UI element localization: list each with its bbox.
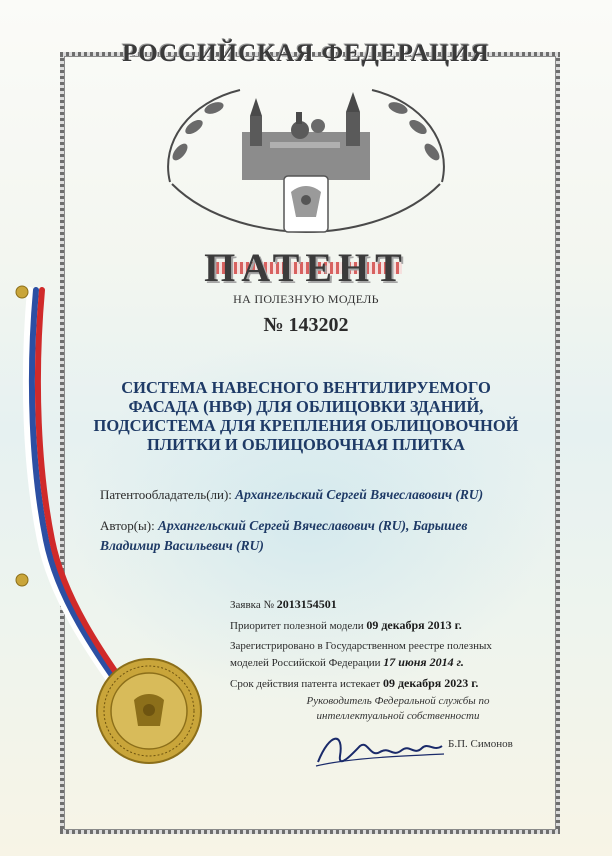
patent-holder	[100, 485, 520, 505]
country-title: РОССИЙСКАЯ ФЕДЕРАЦИЯ	[122, 40, 490, 67]
registered-line	[230, 638, 530, 671]
patent-title: ПАТЕНТ	[204, 245, 408, 290]
priority-label: Приоритет полезной модели	[230, 620, 364, 632]
patent-number: № 143202	[263, 314, 349, 336]
registered-date: 17 июня 2014 г.	[383, 655, 464, 669]
signatory-title: Руководитель Федеральной службы по интеллектуальной собственности	[306, 695, 490, 722]
patent-authors	[100, 516, 520, 556]
holder-label: Патентообладатель(ли):	[100, 487, 232, 502]
authors-value: Архангельский Сергей Вячеславович (RU), Барышев Владимир Васильевич (RU)	[100, 518, 468, 553]
patent-subject: СИСТЕМА НАВЕСНОГО ВЕНТИЛИРУЕМОГО ФАСАДА (НВФ) ДЛЯ ОБЛИЦОВКИ ЗДАНИЙ, ПОДСИСТЕМА ДЛЯ КРЕПЛЕНИЯ ОБЛИЦОВОЧНОЙ ПЛИТКИ И ОБЛИЦОВОЧНАЯ ПЛИТКА	[93, 378, 519, 454]
expiry-line	[230, 675, 530, 692]
kremlin-wreath-emblem	[150, 72, 462, 246]
priority-date: 09 декабря 2013 г.	[366, 618, 462, 632]
signatory-name: Б.П. Симонов	[448, 738, 513, 750]
application-number: 2013154501	[276, 597, 337, 611]
priority-line	[230, 617, 530, 634]
expiry-date: 09 декабря 2023 г.	[382, 676, 479, 690]
authors-label: Автор(ы):	[100, 518, 155, 533]
registration-details	[230, 596, 530, 692]
holder-value: Архангельский Сергей Вячеславович (RU)	[235, 487, 484, 502]
signature	[310, 722, 450, 782]
registered-text: Зарегистрировано в Государственном реестре полезных моделей Российской Федерации	[230, 640, 492, 669]
application-line	[230, 596, 530, 613]
patent-type: НА ПОЛЕЗНУЮ МОДЕЛЬ	[233, 292, 379, 306]
expiry-label: Срок действия патента истекает	[230, 678, 381, 690]
official-seal	[94, 656, 204, 766]
application-label: Заявка №	[230, 599, 274, 611]
